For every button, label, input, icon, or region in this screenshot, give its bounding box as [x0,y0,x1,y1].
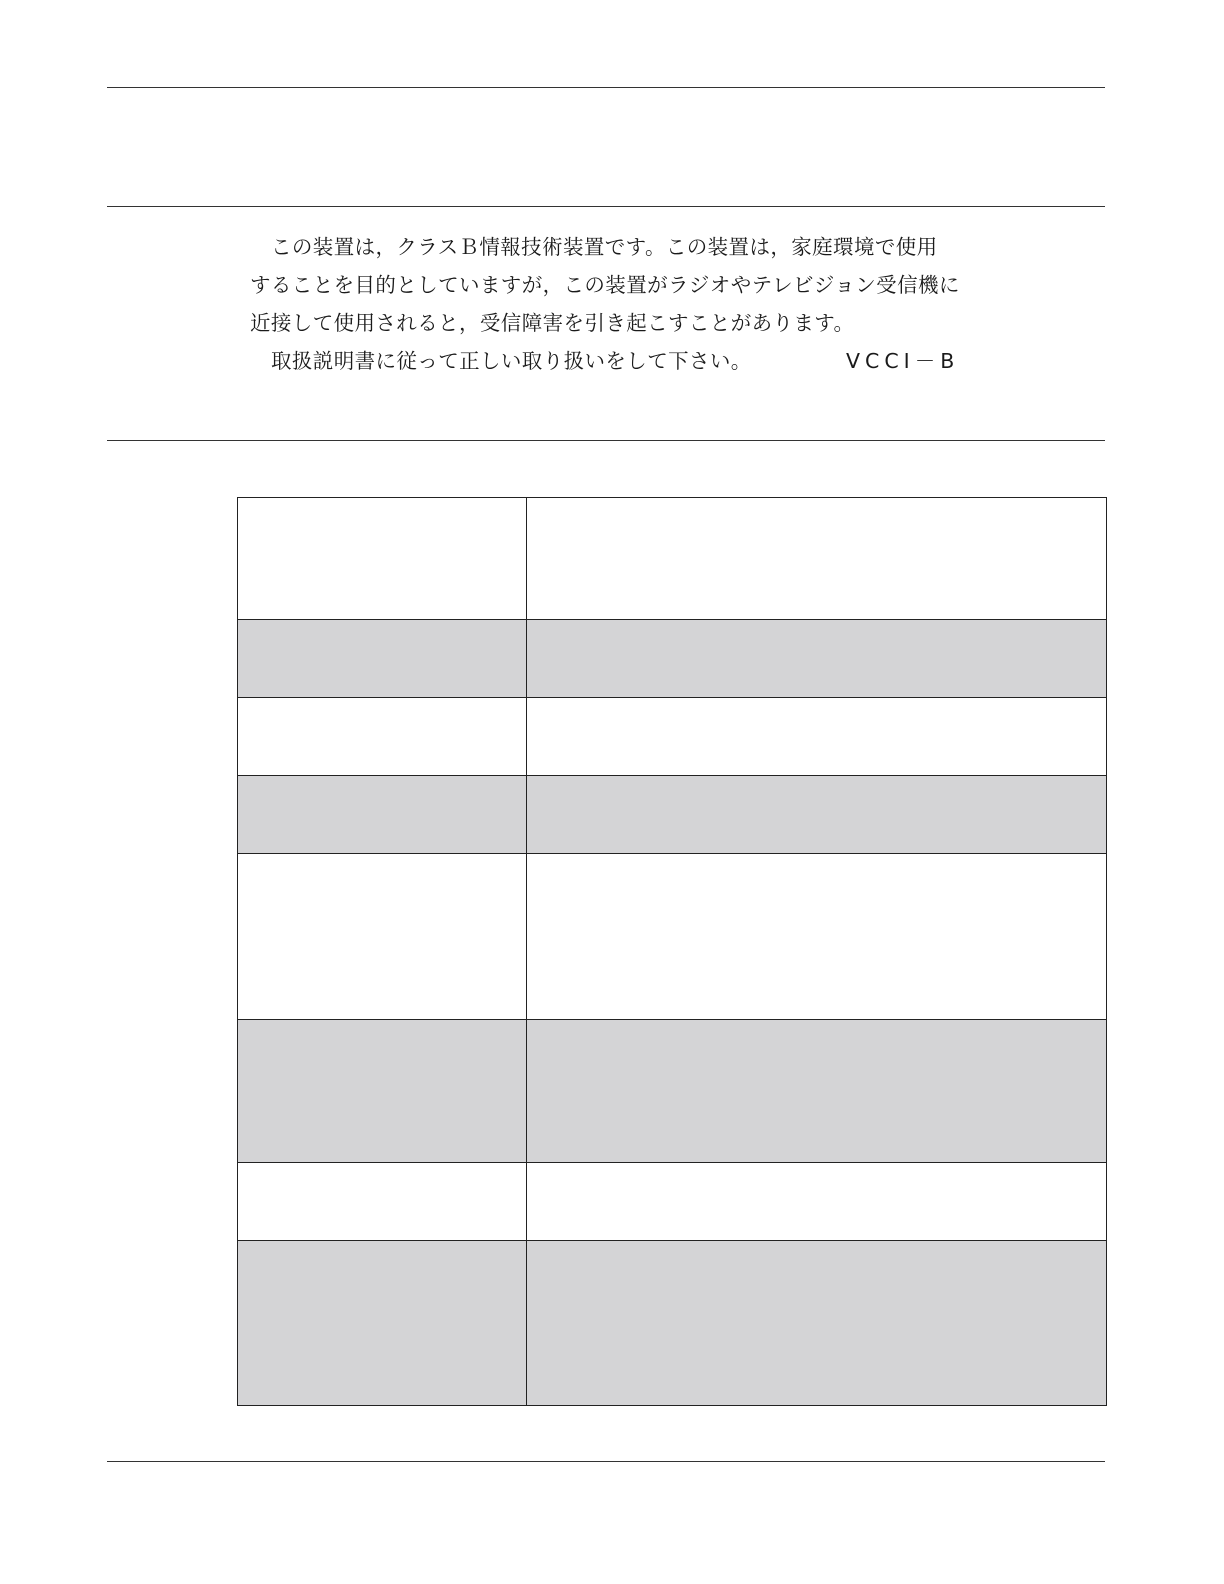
table-cell-value [527,1020,1107,1163]
table-row [238,776,1107,854]
table-row [238,620,1107,698]
table-cell-value [527,498,1107,620]
table-cell-value [527,620,1107,698]
table-row [238,1163,1107,1241]
table-cell-label [238,698,527,776]
table-row [238,498,1107,620]
table-cell-value [527,1241,1107,1406]
spec-table [237,497,1107,1406]
table-cell-label [238,1020,527,1163]
table-cell-label [238,854,527,1020]
section-rule-upper [107,206,1105,207]
table-cell-value [527,698,1107,776]
table-cell-label [238,1241,527,1406]
table-row [238,1241,1107,1406]
table-row [238,1020,1107,1163]
vcci-notice-line-3: 近接して使用されると，受信障害を引き起こすことがあります。 [250,311,855,335]
vcci-class-mark: VCCI－B [846,349,960,373]
table-cell-label [238,498,527,620]
top-rule [107,87,1105,88]
vcci-notice-line-2: することを目的としていますが，この装置がラジオやテレビジョン受信機に [250,273,960,297]
table-cell-value [527,776,1107,854]
table-cell-label [238,776,527,854]
vcci-notice [250,228,970,380]
bottom-rule [107,1461,1105,1462]
table-cell-label [238,1163,527,1241]
vcci-notice-line-1: この装置は，クラスＢ情報技術装置です。この装置は，家庭環境で使用 [271,235,938,259]
table-cell-label [238,620,527,698]
table-cell-value [527,1163,1107,1241]
table-row [238,698,1107,776]
vcci-notice-line-4 [250,342,970,380]
section-rule-lower [107,440,1105,441]
table-row [238,854,1107,1020]
vcci-notice-line-4-text: 取扱説明書に従って正しい取り扱いをして下さい。 [271,349,752,373]
table-cell-value [527,854,1107,1020]
